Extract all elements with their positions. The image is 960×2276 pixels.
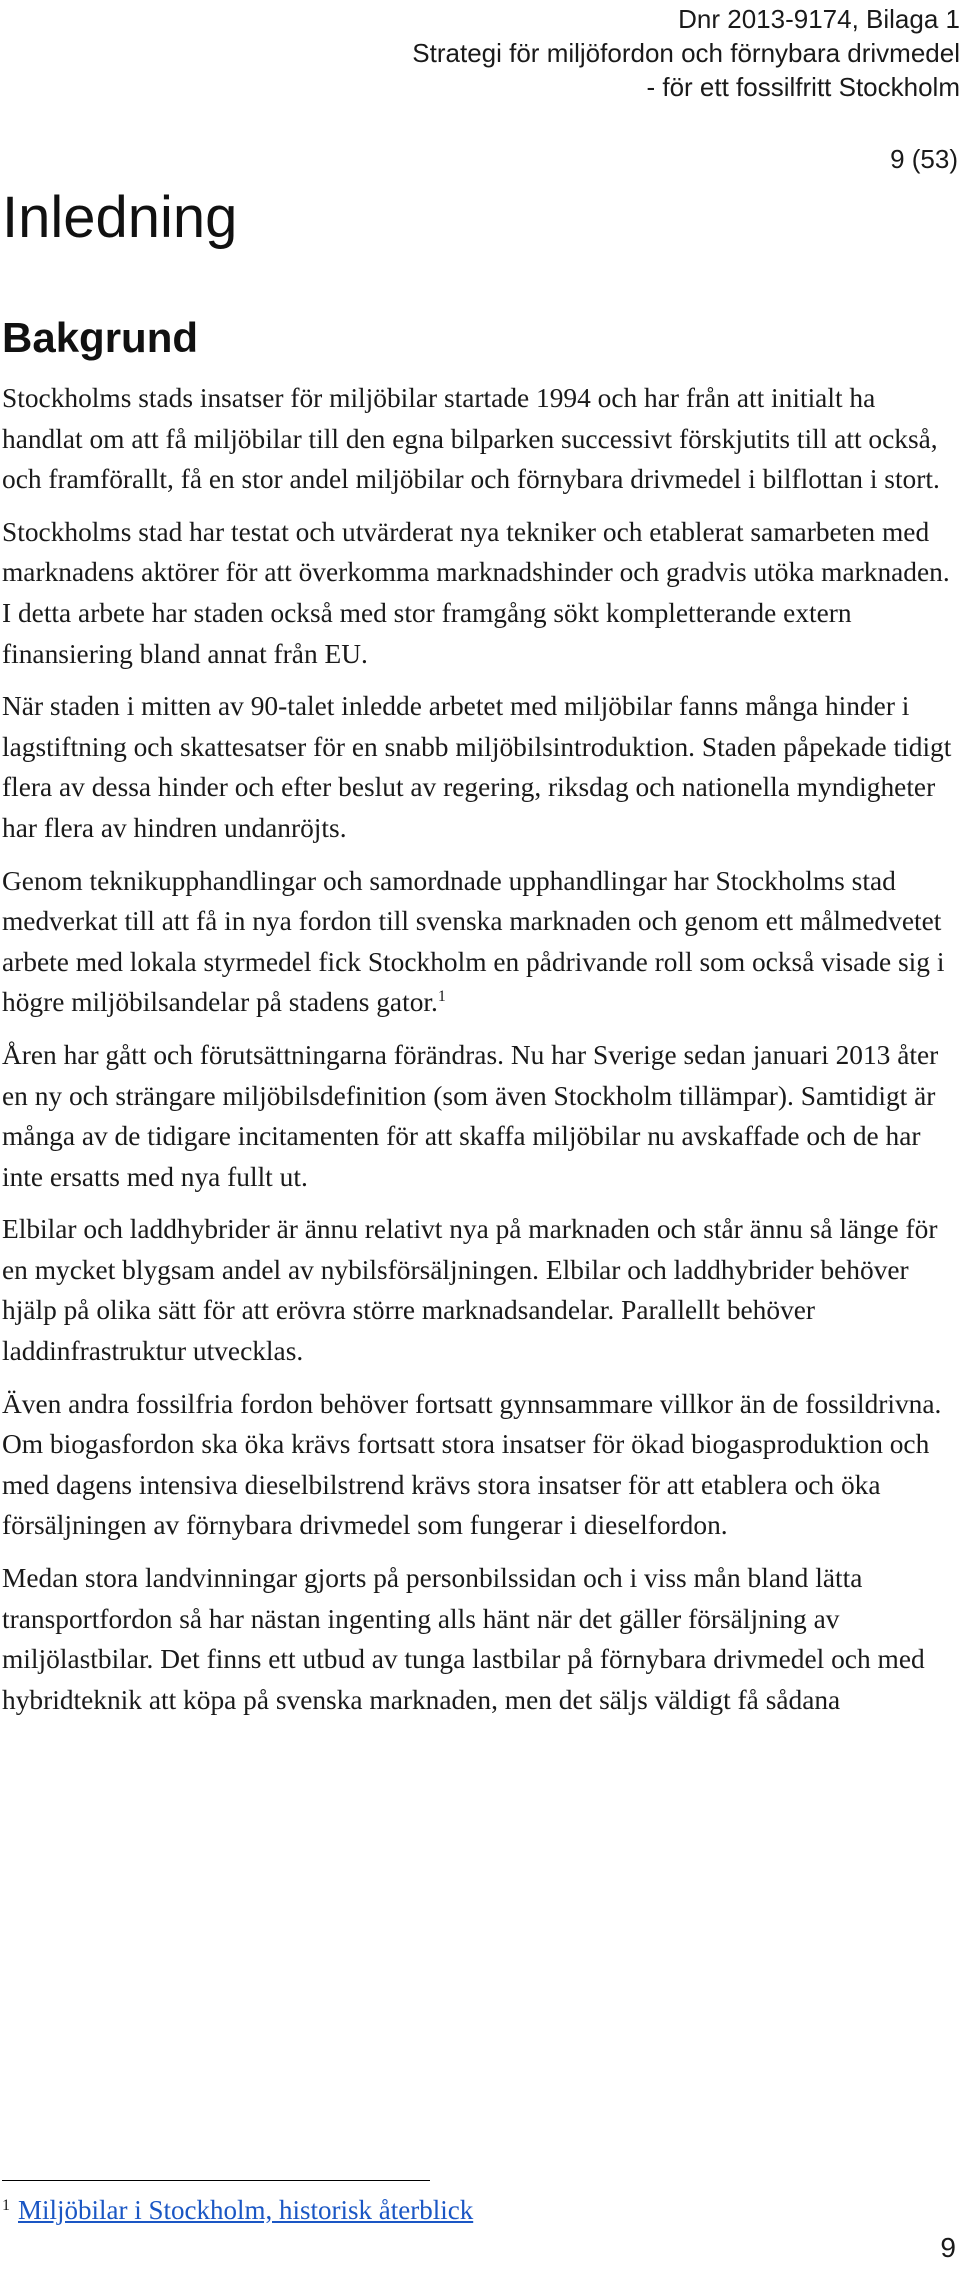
paragraph: Även andra fossilfria fordon behöver fortsatt gynnsammare villkor än de fossildrivna. Om biogasfordon ska öka krävs fortsatt stora insatser för ökad biogasproduktion och med dagens intensiva dieselbilstrend krävs stora insatser för att etablera och öka försäljningen av förnybara drivmedel som fungerar i dieselfordon. <box>2 1388 942 1541</box>
footnote-divider <box>2 2180 430 2181</box>
section-heading: Bakgrund <box>2 314 199 361</box>
header-document-number: Dnr 2013-9174, Bilaga 1 <box>678 4 960 34</box>
page-footer-number: 9 <box>940 2232 956 2263</box>
paragraph: Medan stora landvinningar gjorts på personbilssidan och i viss mån bland lätta transportfordon så har nästan ingenting alls hänt när det gäller försäljning av miljölastbilar. Det finns ett utbud av tunga lastbilar på förnybara drivmedel och med hybridteknik att köpa på svenska marknaden, men det säljs väldigt få sådana <box>2 1563 925 1715</box>
footnote-reference[interactable]: 1 <box>437 988 446 1006</box>
paragraph: När staden i mitten av 90-talet inledde arbetet med miljöbilar fanns många hinder i lagstiftning och skattesatser för en snabb miljöbilsintroduktion. Staden påpekade tidigt flera av dessa hinder och efter beslut av regering, riksdag och nationella myndigheter har flera av hindren undanröjts. <box>2 691 952 843</box>
header-document-subtitle: - för ett fossilfritt Stockholm <box>646 72 960 102</box>
paragraph: Genom teknikupphandlingar och samordnade upphandlingar har Stockholms stad medverkat till att få in nya fordon till svenska marknaden och genom ett målmedvetet arbete med lokala styrmedel fick Stockholm en pådrivande roll som också visade sig i högre miljöbilsandelar på stadens gator.$^1$ <box>2 865 945 1018</box>
footnote-link[interactable]: Miljöbilar i Stockholm, historisk återblick <box>18 2195 474 2225</box>
paragraph: Elbilar och laddhybrider är ännu relativt nya på marknaden och står ännu så länge för en mycket blygsam andel av nybilsförsäljningen. Elbilar och laddhybrider behöver hjälp på olika sätt för att erövra större marknadsandelar. Parallellt behöver laddinfrastruktur utvecklas. <box>2 1214 938 1367</box>
page-number: 9 (53) <box>890 144 958 174</box>
footnote-marker: 1 <box>2 2197 10 2214</box>
paragraph: Åren har gått och förutsättningarna förändras. Nu har Sverige sedan januari 2013 åter en ny och strängare miljöbilsdefinition (som även Stockholm tillämpar). Samtidigt är många av de tidigare incitamenten för att skaffa miljöbilar nu avskaffade och de har inte ersatts med nya fullt ut. <box>2 1039 939 1192</box>
body-text <box>2 378 960 1732</box>
footnote <box>2 2192 473 2228</box>
page-title: Inledning <box>2 185 238 250</box>
paragraph: Stockholms stads insatser för miljöbilar startade 1994 och har från att initialt ha handlat om att få miljöbilar till den egna bilparken successivt förskjutits till att också, och framförallt, få en stor andel miljöbilar och förnybara drivmedel i bilflottan i stort. <box>2 383 940 495</box>
header-document-title: Strategi för miljöfordon och förnybara drivmedel <box>412 38 960 68</box>
paragraph: Stockholms stad har testat och utvärderat nya tekniker och etablerat samarbeten med marknadens aktörer för att överkomma marknadshinder och gradvis utöka marknaden. I detta arbete har staden också med stor framgång sökt kompletterande extern finansiering bland annat från EU. <box>2 516 950 669</box>
